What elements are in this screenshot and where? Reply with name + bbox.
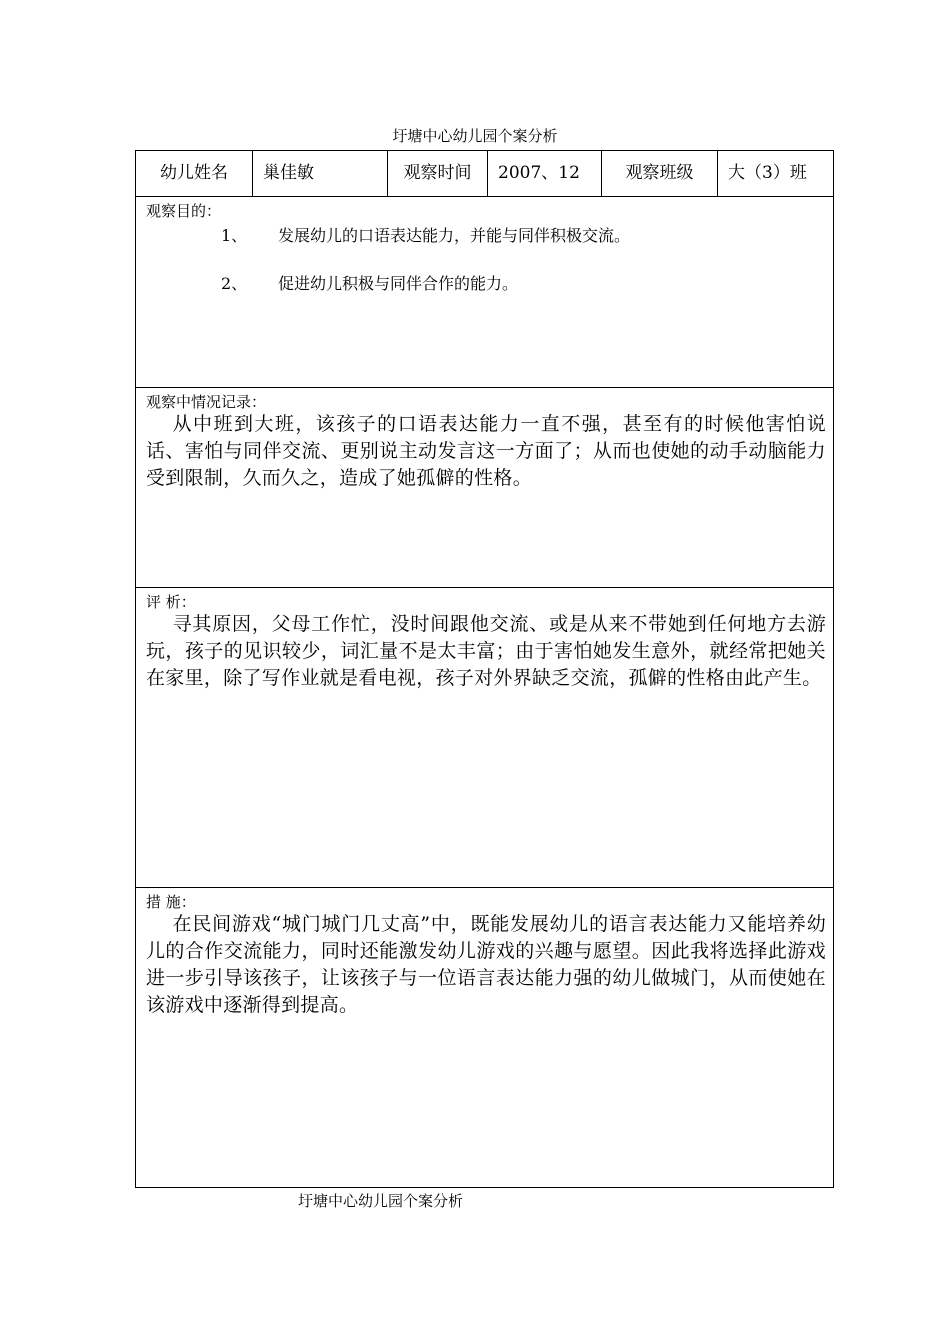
goal-text: 促进幼儿积极与同伴合作的能力。 (278, 274, 519, 293)
observation-time-label: 观察时间 (388, 151, 488, 196)
analysis-label: 评 析： (146, 593, 196, 611)
goal-number: 2、 (221, 274, 248, 293)
child-name-label: 幼儿姓名 (136, 151, 253, 196)
goal-item (136, 273, 833, 295)
goals-label: 观察目的： (146, 202, 222, 220)
goals-section (136, 197, 833, 388)
observation-table (135, 150, 834, 1188)
record-text: 从中班到大班，该孩子的口语表达能力一直不强，甚至有的时候他害怕说话、害怕与同伴交流、更别说主动发言这一方面了；从而也使她的动手动脑能力受到限制，久而久之，造成了她孤僻的性格。 (146, 413, 826, 489)
analysis-section (136, 588, 833, 888)
goal-item (136, 225, 833, 247)
record-section (136, 388, 833, 588)
measures-section (136, 888, 833, 1187)
observation-class-label: 观察班级 (602, 151, 718, 196)
record-label: 观察中情况记录： (146, 393, 267, 411)
observation-class-value: 大（3）班 (728, 163, 807, 183)
footer-title: 圩塘中心幼儿园个案分析 (298, 1192, 464, 1210)
goal-text: 发展幼儿的口语表达能力，并能与同伴积极交流。 (278, 226, 631, 245)
goal-number: 1、 (221, 226, 248, 245)
measures-label: 措 施： (146, 893, 196, 911)
document-title: 圩塘中心幼儿园个案分析 (392, 127, 558, 145)
info-row (136, 151, 833, 197)
analysis-text: 寻其原因，父母工作忙，没时间跟他交流、或是从来不带她到任何地方去游玩，孩子的见识较少，词汇量不是太丰富；由于害怕她发生意外，就经常把她关在家里，除了写作业就是看电视，孩子对外界缺乏交流，孤僻的性格由此产生。 (146, 613, 826, 689)
observation-time-value: 2007、12 (488, 151, 602, 196)
child-name-value: 巢佳敏 (253, 151, 388, 196)
measures-text: 在民间游戏“城门城门几丈高”中，既能发展幼儿的语言表达能力又能培养幼儿的合作交流能力，同时还能激发幼儿游戏的兴趣与愿望。因此我将选择此游戏进一步引导该孩子，让该孩子与一位语言表达能力强的幼儿做城门，从而使她在该游戏中逐渐得到提高。 (146, 913, 826, 1016)
